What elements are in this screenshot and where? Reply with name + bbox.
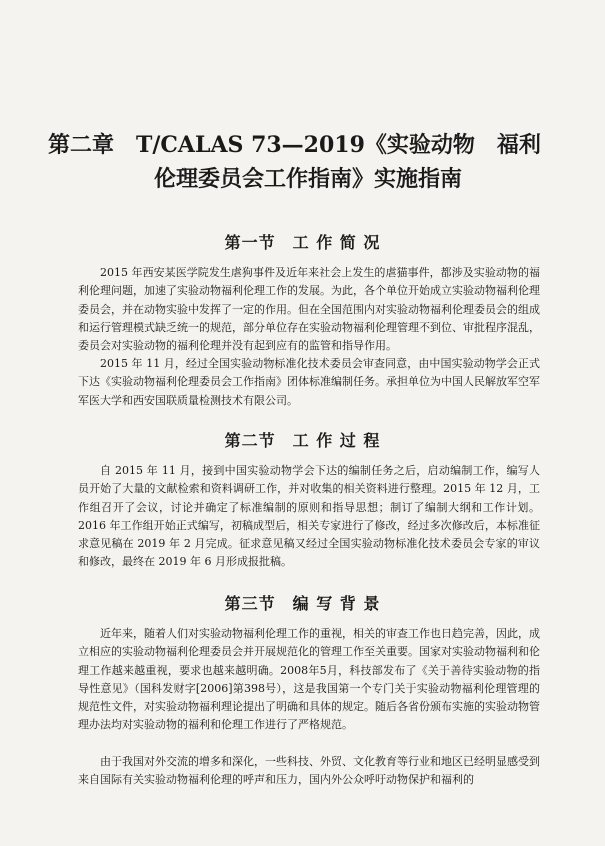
section-title-2: 第二节 工 作 过 程 <box>224 431 381 450</box>
section-title-1: 第一节 工 作 简 况 <box>224 233 381 252</box>
section-1-paragraph-1: 2015 年西安某医学院发生虐狗事件及近年来社会上发生的虐猫事件，都涉及实验动物的福利伦理问题，加速了实验动物福利伦理工作的发展。为此，各个单位开始成立实验动物福利伦理委员会，并在动物实验中发挥了一定的作用。但在全国范围内对实验动物福利伦理委员会的组成和运行管理模式缺乏统一的规范，部分单位存在实验动物福利伦理管理不到位、审批程序混乱，委员会对实验动物的福利伦理并没有起到应有的监管和指导作用。 <box>78 266 540 353</box>
section-3-paragraph-1: 近年来，随着人们对实验动物福利伦理工作的重视，相关的审查工作也日趋完善，因此，成立相应的实验动物福利伦理委员会并开展规范化的管理工作至关重要。国家对实验动物福利和伦理工作越来越重视，要求也越来越明确。2008年5月，科技部发布了《关于善待实验动物的指导性意见》（国科发财字[2006]第398号），这是我国第一个专门关于实验动物福利伦理管理的规范性文件，对实验动物福利理论提出了明确和具体的规定。随后各省份颁布实施的实验动物管理办法均对实验动物的福利和伦理工作进行了严格规范。 <box>78 627 540 732</box>
chapter-title-line-2: 伦理委员会工作指南》实施指南 <box>153 166 462 192</box>
section-2-paragraph-1: 自 2015 年 11 月，接到中国实验动物学会下达的编制任务之后，启动编制工作，编写人员开始了大量的文献检索和资料调研工作，并对收集的相关资料进行整理。2015 年 12 月，工作组召开了会议，讨论并确定了标准编制的原则和指导思想；制订了编制大纲和工作计划。2016 年工作组开始正式编写，初稿成型后，相关专家进行了修改，经过多次修改后，本标准征求意见稿在 2019 年 2 月完成。征求意见稿又经过全国实验动物标准化技术委员会专家的审议和修改，最终在 2019 年 6 月形成报批稿。 <box>78 464 540 569</box>
chapter-title <box>48 128 568 196</box>
chapter-title-line-1: 第二章 T/CALAS 73—2019《实验动物 福利 <box>48 132 541 158</box>
section-3-paragraph-2: 由于我国对外交流的增多和深化，一些科技、外贸、文化教育等行业和地区已经明显感受到来自国际有关实验动物福利伦理的呼声和压力，国内外公众呼吁动物保护和福利的 <box>78 755 540 787</box>
section-title-3: 第三节 编 写 背 景 <box>224 594 381 613</box>
section-1-paragraph-2: 2015 年 11 月，经过全国实验动物标准化技术委员会审查同意，由中国实验动物学会正式下达《实验动物福利伦理委员会工作指南》团体标准编制任务。承担单位为中国人民解放军空军军医大学和西安国联质量检测技术有限公司。 <box>78 357 540 407</box>
